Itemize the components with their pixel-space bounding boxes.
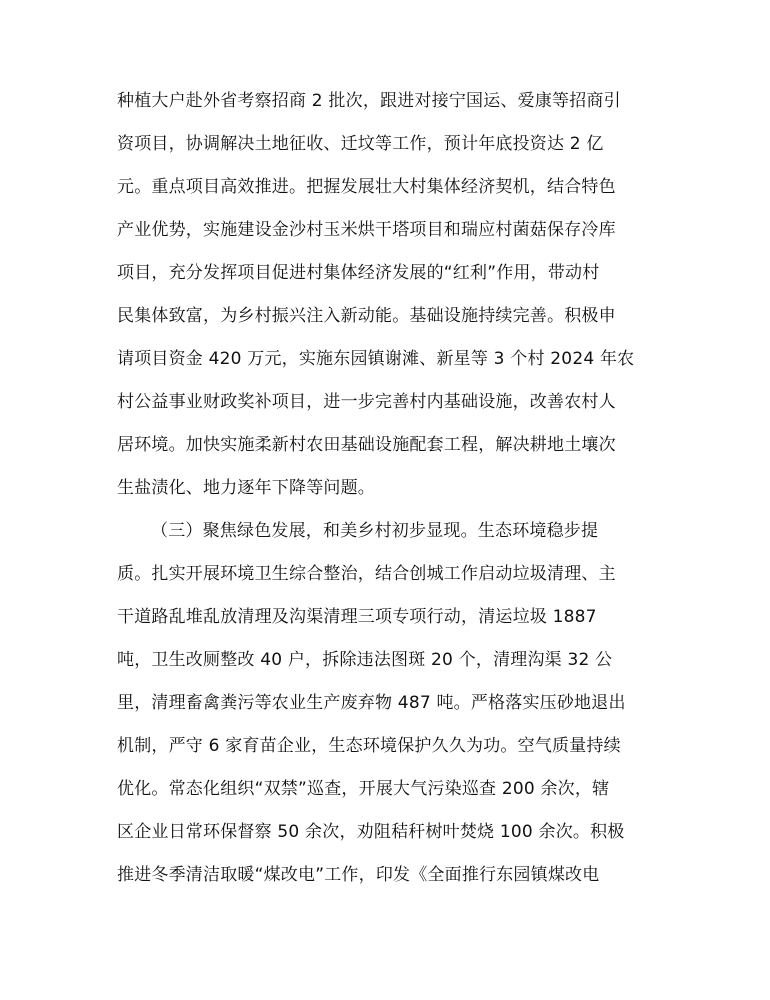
text-line: 吨，卫生改厕整改 40 户，拆除违法图斑 20 个，清理沟渠 32 公 [117, 650, 613, 670]
text-line: 干道路乱堆乱放清理及沟渠清理三项专项行动，清运垃圾 1887 [117, 607, 597, 627]
text-line: 推进冬季清洁取暖“煤改电”工作，印发《全面推行东园镇煤改电 [117, 865, 600, 885]
text-line: 民集体致富，为乡村振兴注入新动能。基础设施持续完善。积极申 [117, 306, 616, 326]
text-line: 元。重点项目高效推进。把握发展壮大村集体经济契机，结合特色 [117, 177, 616, 197]
text-line: 请项目资金 420 万元，实施东园镇谢滩、新星等 3 个村 2024 年农 [117, 349, 635, 369]
section-heading-line: （三）聚焦绿色发展，和美乡村初步显现。生态环境稳步提 [151, 521, 599, 541]
body-text [117, 80, 662, 897]
text-line: 项目，充分发挥项目促进村集体经济发展的“红利”作用，带动村 [117, 263, 600, 283]
text-line: 村公益事业财政奖补项目，进一步完善村内基础设施，改善农村人 [117, 392, 616, 412]
text-line: 优化。常态化组织“双禁”巡查，开展大气污染巡查 200 余次，辖 [117, 779, 610, 799]
text-line: 产业优势，实施建设金沙村玉米烘干塔项目和瑞应村菌菇保存冷库 [117, 220, 616, 240]
text-line: 里，清理畜禽粪污等农业生产废弃物 487 吨。严格落实压砂地退出 [117, 693, 626, 713]
text-line: 质。扎实开展环境卫生综合整治，结合创城工作启动垃圾清理、主 [117, 564, 616, 584]
text-line: 居环境。加快实施柔新村农田基础设施配套工程，解决耕地土壤次 [117, 435, 616, 455]
text-line: 种植大户赴外省考察招商 2 批次，跟进对接宁国运、爱康等招商引 [117, 91, 621, 111]
text-line: 生盐渍化、地力逐年下降等问题。 [117, 478, 375, 498]
text-line: 区企业日常环保督察 50 余次，劝阻秸秆树叶焚烧 100 余次。积极 [117, 822, 625, 842]
text-line: 机制，严守 6 家育苗企业，生态环境保护久久为功。空气质量持续 [117, 736, 621, 756]
text-line: 资项目，协调解决土地征收、迁坟等工作，预计年底投资达 2 亿 [117, 134, 604, 154]
